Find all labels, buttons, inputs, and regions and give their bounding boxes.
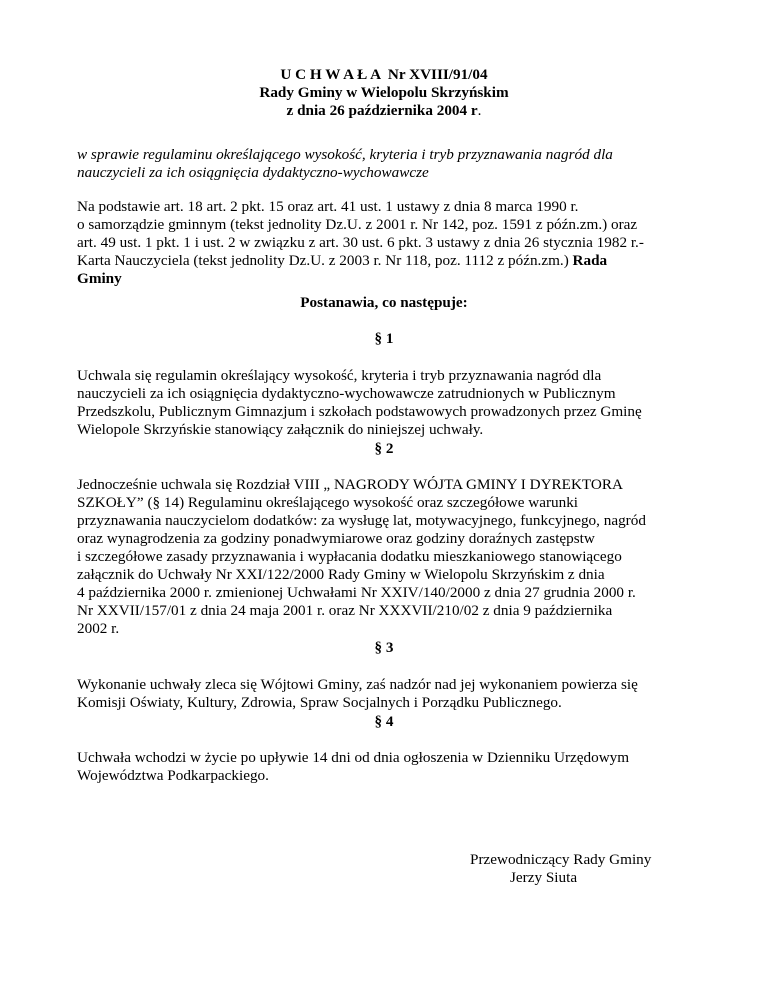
resolution-subject: w sprawie regulaminu określającego wysokość, kryteria i tryb przyznawania nagród dla nauczycieli za ich osiągnięcia dydaktyczno-wychowawcze — [77, 146, 613, 181]
resolution-date: z dnia 26 października 2004 r. — [286, 102, 482, 119]
section-2-text: Jednocześnie uchwala się Rozdział VIII „ NAGRODY WÓJTA GMINY I DYREKTORA SZKOŁY” (§ 14) Regulaminu określającego wysokość oraz szczegółowe warunki przyznawania nauczycielom dodatków: za wysługę lat, motywacyjnego, funkcyjnego, nagród oraz wynagrodzenia za godziny ponadwymiarowe oraz godziny doraźnych zastępstw i szczegółowe zasady przyznawania i wypłacania dodatku mieszkaniowego stanowiącego załącznik do Uchwały Nr XXI/122/2000 Rady Gminy w Wielopolu Skrzyńskim z dnia 4 października 2000 r. zmienionej Uchwałami Nr XXIV/140/2000 z dnia 27 grudnia 2000 r. Nr XXVII/157/01 z dnia 24 maja 2001 r. oraz Nr XXXVII/210/02 z dnia 9 października 2002 r. — [77, 476, 646, 637]
section-mark-3: § 3 — [374, 639, 394, 656]
section-mark-4: § 4 — [374, 713, 394, 730]
legal-basis-paragraph: Na podstawie art. 18 art. 2 pkt. 15 oraz art. 41 ust. 1 ustawy z dnia 8 marca 1990 r. o samorządzie gminnym (tekst jednolity Dz.U. z 2001 r. Nr 142, poz. 1591 z późn.zm.) oraz art. 49 ust. 1 pkt. 1 i ust. 2 w związku z art. 30 ust. 6 pkt. 3 ustawy z dnia 26 stycznia 1982 r.- Karta Nauczyciela (tekst jednolity Dz.U. z 2003 r. Nr 118, poz. 1112 z późn.zm.) Rada Gminy — [77, 198, 644, 287]
section-4-text: Uchwała wchodzi w życie po upływie 14 dni od dnia ogłoszenia w Dzienniku Urzędowym Województwa Podkarpackiego. — [77, 749, 630, 784]
signatory-name: Jerzy Siuta — [510, 869, 578, 886]
resolution-number: U C H W A Ł A Nr XVIII/91/04 — [280, 66, 488, 83]
issuing-body: Rady Gminy w Wielopolu Skrzyńskim — [259, 84, 509, 101]
council-name-bold: Rada — [572, 252, 608, 269]
section-3-text: Wykonanie uchwały zleca się Wójtowi Gminy, zaś nadzór nad jej wykonaniem powierza się Komisji Oświaty, Kultury, Zdrowia, Spraw Socjalnych i Porządku Publicznego. — [77, 676, 638, 711]
section-mark-2: § 2 — [374, 440, 394, 457]
document-title — [0, 66, 768, 84]
section-1-text: Uchwala się regulamin określający wysokość, kryteria i tryb przyznawania nagród dla nauczycieli za ich osiągnięcia dydaktyczno-wychowawcze zatrudnionych w Publicznym Przedszkolu, Publicznym Gimnazjum i szkołach podstawowych prowadzonych przez Gminę Wielopole Skrzyńskie stanowiący załącznik do niniejszej uchwały. — [77, 367, 642, 438]
section-mark-1: § 1 — [374, 330, 394, 347]
resolves-heading: Postanawia, co następuje: — [300, 294, 468, 311]
signature-block — [470, 851, 700, 887]
signatory-role: Przewodniczący Rady Gminy — [470, 851, 652, 868]
